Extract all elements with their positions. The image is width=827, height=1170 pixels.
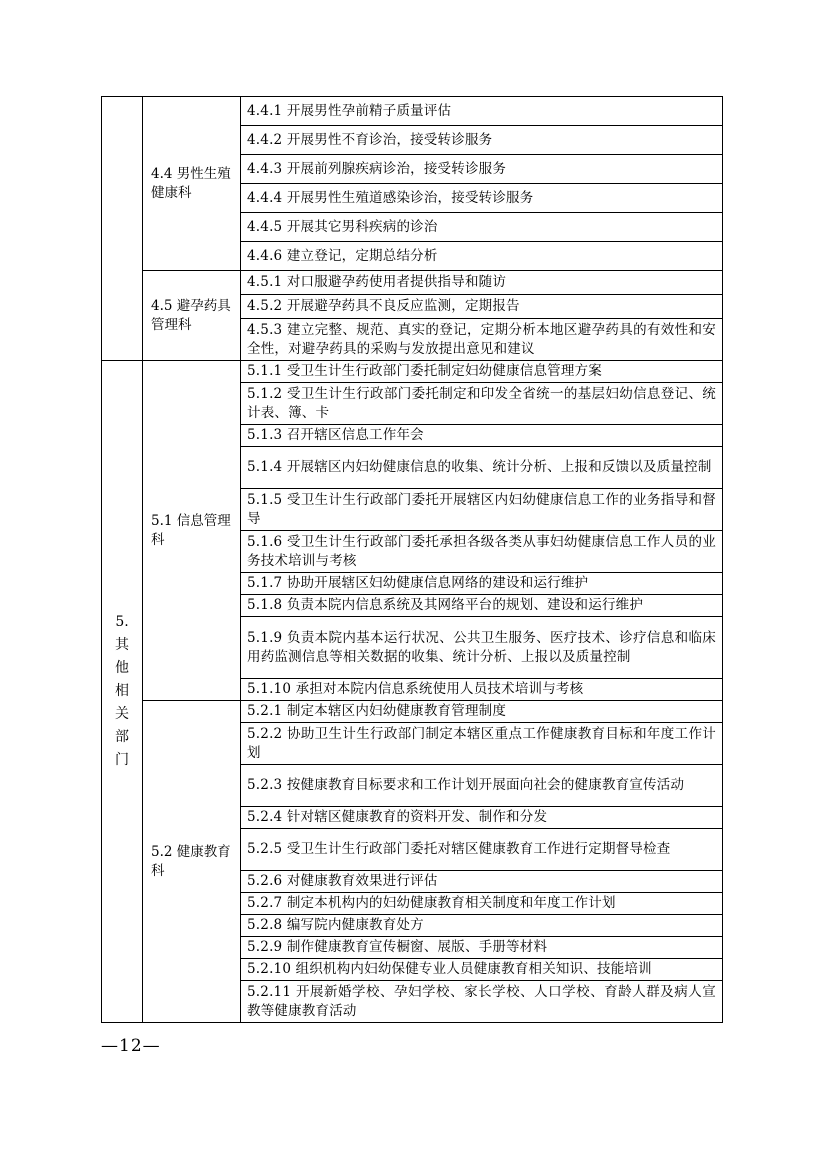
duty-item-text: 5.2.3 按健康教育目标要求和工作计划开展面向社会的健康教育宣传活动 [247, 777, 685, 793]
duty-item-cell [241, 425, 723, 447]
duty-item-text: 5.2.5 受卫生计生行政部门委托对辖区健康教育工作进行定期督导检查 [247, 841, 671, 857]
duty-item-text: 5.2.6 对健康教育效果进行评估 [247, 873, 438, 889]
table-row [102, 701, 723, 723]
duty-item-text: 5.1.10 承担对本院内信息系统使用人员技术培训与考核 [247, 681, 584, 697]
duty-item-text: 5.1.8 负责本院内信息系统及其网络平台的规划、建设和运行维护 [247, 597, 644, 613]
duty-item-text: 4.5.1 对口服避孕药使用者提供指导和随访 [247, 274, 507, 290]
duty-item-cell [241, 447, 723, 489]
duty-item-text: 5.1.7 协助开展辖区妇幼健康信息网络的建设和运行维护 [247, 575, 589, 591]
duty-item-cell [241, 937, 723, 959]
department-label-cell [143, 361, 241, 701]
duty-item-cell [241, 595, 723, 617]
duty-item-cell [241, 573, 723, 595]
duty-item-text: 4.4.4 开展男性生殖道感染诊治，接受转诊服务 [247, 189, 534, 206]
department-label-cell [143, 97, 241, 271]
department-label: 5.1 信息管理科 [151, 512, 231, 548]
duty-item-text: 5.2.10 组织机构内妇幼保健专业人员健康教育相关知识、技能培训 [247, 961, 652, 977]
duty-item-text: 4.4.6 建立登记，定期总结分析 [247, 247, 438, 264]
department-label: 4.5 避孕药具管理科 [151, 297, 231, 333]
duty-item-text: 5.1.4 开展辖区内妇幼健康信息的收集、统计分析、上报和反馈以及质量控制 [247, 459, 712, 475]
department-duties-table [101, 96, 723, 1023]
duty-item-cell [241, 155, 723, 184]
duty-item-text: 4.4.1 开展男性孕前精子质量评估 [247, 102, 452, 119]
section-label-cell [102, 361, 143, 1023]
duty-item-cell [241, 701, 723, 723]
section-label: 5. 其他相关部门 [115, 614, 129, 768]
duty-item-text: 4.5.3 建立完整、规范、真实的登记，定期分析本地区避孕药具的有效性和安全性，对避孕药具的采购与发放提出意见和建议 [247, 321, 716, 357]
duty-item-cell [241, 531, 723, 573]
table-row [102, 361, 723, 383]
duty-item-cell [241, 959, 723, 981]
duty-item-text: 5.2.7 制定本机构内的妇幼健康教育相关制度和年度工作计划 [247, 895, 616, 911]
duty-item-text: 5.2.9 制作健康教育宣传橱窗、展版、手册等材料 [247, 939, 548, 955]
duty-item-text: 5.2.8 编写院内健康教育处方 [247, 917, 424, 933]
duty-item-cell [241, 807, 723, 829]
duty-item-cell [241, 383, 723, 425]
duty-item-cell [241, 97, 723, 126]
department-label-cell [143, 701, 241, 1023]
duty-item-cell [241, 361, 723, 383]
duty-item-cell [241, 319, 723, 361]
duty-item-cell [241, 871, 723, 893]
duty-item-cell [241, 489, 723, 531]
duty-item-cell [241, 915, 723, 937]
duty-item-cell [241, 213, 723, 242]
page-number: —12— [101, 1036, 161, 1056]
duty-item-cell [241, 271, 723, 295]
duty-item-cell [241, 981, 723, 1023]
duty-item-cell [241, 242, 723, 271]
duty-item-text: 5.2.1 制定本辖区内妇幼健康教育管理制度 [247, 703, 507, 719]
department-label: 4.4 男性生殖健康科 [151, 165, 231, 201]
duty-item-cell [241, 126, 723, 155]
duty-item-text: 4.5.2 开展避孕药具不良反应监测，定期报告 [247, 298, 520, 314]
duty-item-cell [241, 617, 723, 679]
duty-item-text: 5.1.5 受卫生计生行政部门委托开展辖区内妇幼健康信息工作的业务指导和督导 [247, 491, 716, 527]
duty-item-text: 5.1.3 召开辖区信息工作年会 [247, 427, 424, 443]
duty-item-text: 5.2.4 针对辖区健康教育的资料开发、制作和分发 [247, 809, 548, 825]
table-body [102, 97, 723, 1023]
duty-item-text: 5.2.11 开展新婚学校、孕妇学校、家长学校、人口学校、育龄人群及病人宣教等健康教育活动 [247, 983, 716, 1019]
duty-item-cell [241, 723, 723, 765]
section-label-cell [102, 97, 143, 361]
duty-item-cell [241, 184, 723, 213]
duty-item-cell [241, 295, 723, 319]
duty-item-text: 5.1.6 受卫生计生行政部门委托承担各级各类从事妇幼健康信息工作人员的业务技术培训与考核 [247, 533, 716, 569]
duty-item-text: 4.4.5 开展其它男科疾病的诊治 [247, 218, 438, 235]
duty-item-cell [241, 893, 723, 915]
duty-item-cell [241, 829, 723, 871]
duty-item-text: 5.1.9 负责本院内基本运行状况、公共卫生服务、医疗技术、诊疗信息和临床用药监测信息等相关数据的收集、统计分析、上报以及质量控制 [247, 629, 716, 665]
duty-item-cell [241, 679, 723, 701]
duty-item-text: 5.2.2 协助卫生计生行政部门制定本辖区重点工作健康教育目标和年度工作计划 [247, 725, 716, 761]
department-label: 5.2 健康教育科 [151, 843, 231, 879]
table-row [102, 97, 723, 126]
department-label-cell [143, 271, 241, 361]
duty-item-text: 5.1.2 受卫生计生行政部门委托制定和印发全省统一的基层妇幼信息登记、统计表、簿、卡 [247, 385, 716, 421]
duty-item-text: 4.4.2 开展男性不育诊治，接受转诊服务 [247, 131, 493, 148]
duty-item-text: 5.1.1 受卫生计生行政部门委托制定妇幼健康信息管理方案 [247, 363, 602, 379]
duty-item-text: 4.4.3 开展前列腺疾病诊治，接受转诊服务 [247, 160, 507, 177]
duty-item-cell [241, 765, 723, 807]
table-row [102, 271, 723, 295]
